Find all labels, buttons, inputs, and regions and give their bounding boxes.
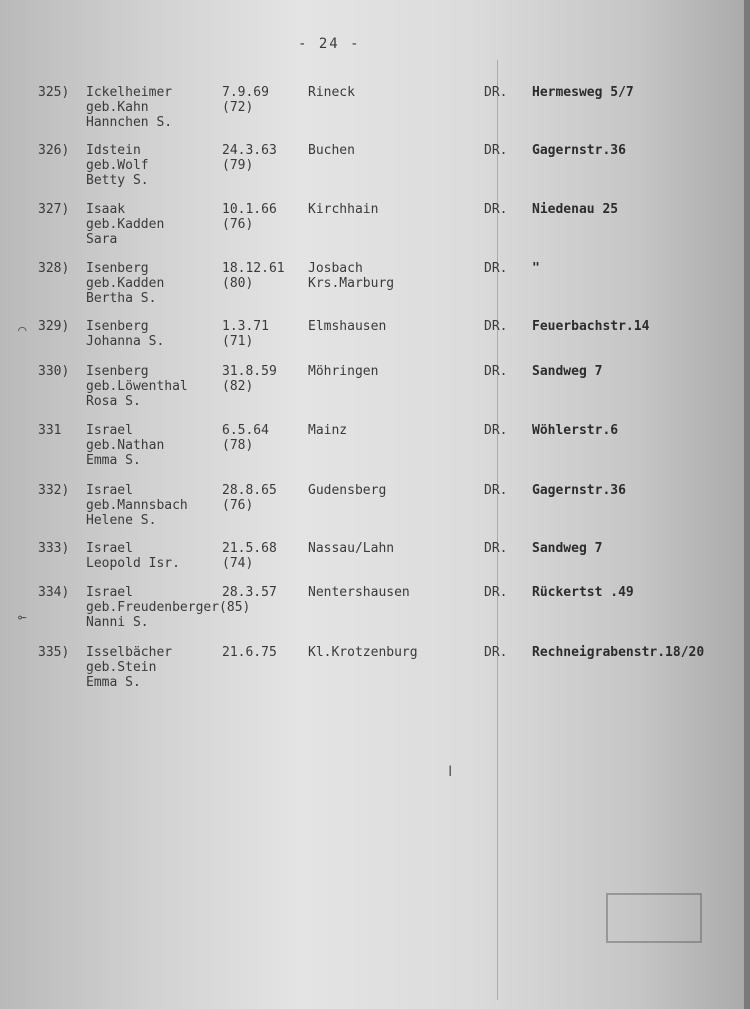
entry-name: Israel Leopold Isr. bbox=[86, 541, 180, 571]
entry-birthplace: Kirchhain bbox=[308, 202, 379, 217]
entry-city-code: DR. bbox=[484, 645, 508, 660]
entry-address: " bbox=[532, 261, 540, 276]
entry-birthplace: Nentershausen bbox=[308, 585, 410, 600]
entry-city-code: DR. bbox=[484, 143, 508, 158]
pencil-mark: ⌒ bbox=[18, 322, 27, 338]
entry-birthplace: Mainz bbox=[308, 423, 348, 438]
entry-birthplace: Gudensberg bbox=[308, 483, 387, 498]
entry-number: 325) bbox=[38, 85, 70, 100]
entry-name: Israel geb.Nathan Emma S. bbox=[86, 423, 165, 468]
entry-number: 332) bbox=[38, 483, 70, 498]
entry-birthdate: 10.1.66 (76) bbox=[222, 202, 277, 232]
entry-address: Gagernstr.36 bbox=[532, 483, 626, 498]
entry-city-code: DR. bbox=[484, 423, 508, 438]
entry-name: Isenberg Johanna S. bbox=[86, 319, 165, 349]
entry-birthdate: 28.3.57 bbox=[222, 585, 277, 600]
entry-address: Feuerbachstr.14 bbox=[532, 319, 650, 334]
ink-mark: ǀ bbox=[446, 764, 455, 780]
entry-name: Isenberg geb.Löwenthal Rosa S. bbox=[86, 364, 188, 409]
entry-city-code: DR. bbox=[484, 85, 508, 100]
entry-birthdate: 28.8.65 (76) bbox=[222, 483, 277, 513]
entry-number: 327) bbox=[38, 202, 70, 217]
entry-birthplace: Nassau/Lahn bbox=[308, 541, 395, 556]
entry-city-code: DR. bbox=[484, 585, 508, 600]
entry-name: Isaak geb.Kadden Sara bbox=[86, 202, 165, 247]
entry-address: Niedenau 25 bbox=[532, 202, 619, 217]
entry-city-code: DR. bbox=[484, 483, 508, 498]
entry-birthplace: Buchen bbox=[308, 143, 355, 158]
entry-birthdate: 1.3.71 (71) bbox=[222, 319, 269, 349]
entry-birthdate: 7.9.69 (72) bbox=[222, 85, 269, 115]
entry-number: 335) bbox=[38, 645, 70, 660]
entry-address: Sandweg 7 bbox=[532, 541, 603, 556]
entry-address: Hermesweg 5/7 bbox=[532, 85, 634, 100]
entry-address: Rückertst .49 bbox=[532, 585, 634, 600]
entry-birthdate: 31.8.59 (82) bbox=[222, 364, 277, 394]
pencil-fish-mark: ⟜ bbox=[18, 610, 27, 626]
entry-number: 330) bbox=[38, 364, 70, 379]
entry-birthdate: 21.5.68 (74) bbox=[222, 541, 277, 571]
entry-number: 331 bbox=[38, 423, 62, 438]
entry-address: Rechneigrabenstr.18/20 bbox=[532, 645, 705, 660]
entry-birthplace: Möhringen bbox=[308, 364, 379, 379]
entry-address: Sandweg 7 bbox=[532, 364, 603, 379]
entry-birthplace: Rineck bbox=[308, 85, 355, 100]
entry-name: Idstein geb.Wolf Betty S. bbox=[86, 143, 149, 188]
entry-name: Israel geb.Mannsbach Helene S. bbox=[86, 483, 188, 528]
entry-birthdate: 18.12.61 (80) bbox=[222, 261, 285, 291]
entry-birthdate: 6.5.64 (78) bbox=[222, 423, 269, 453]
entry-number: 328) bbox=[38, 261, 70, 276]
entry-address: Wöhlerstr.6 bbox=[532, 423, 619, 438]
entry-birthplace: Elmshausen bbox=[308, 319, 387, 334]
entry-birthdate: 21.6.75 bbox=[222, 645, 277, 660]
entry-number: 329) bbox=[38, 319, 70, 334]
entry-city-code: DR. bbox=[484, 261, 508, 276]
entry-name: Israel geb.Freudenberger(85) Nanni S. bbox=[86, 585, 251, 630]
entry-birthplace: Kl.Krotzenburg bbox=[308, 645, 418, 660]
page-number: - 24 - bbox=[298, 36, 361, 52]
entry-city-code: DR. bbox=[484, 319, 508, 334]
entry-address: Gagernstr.36 bbox=[532, 143, 626, 158]
entry-number: 326) bbox=[38, 143, 70, 158]
page-fold-line bbox=[497, 60, 498, 1000]
entry-number: 333) bbox=[38, 541, 70, 556]
page-edge bbox=[744, 0, 750, 1009]
entry-city-code: DR. bbox=[484, 364, 508, 379]
entry-name: Ickelheimer geb.Kahn Hannchen S. bbox=[86, 85, 173, 130]
entry-name: Isenberg geb.Kadden Bertha S. bbox=[86, 261, 165, 306]
entry-name: Isselbächer geb.Stein Emma S. bbox=[86, 645, 173, 690]
entry-number: 334) bbox=[38, 585, 70, 600]
archive-stamp bbox=[606, 893, 702, 943]
entry-city-code: DR. bbox=[484, 541, 508, 556]
entry-birthplace: Josbach Krs.Marburg bbox=[308, 261, 395, 291]
entry-birthdate: 24.3.63 (79) bbox=[222, 143, 277, 173]
entry-city-code: DR. bbox=[484, 202, 508, 217]
